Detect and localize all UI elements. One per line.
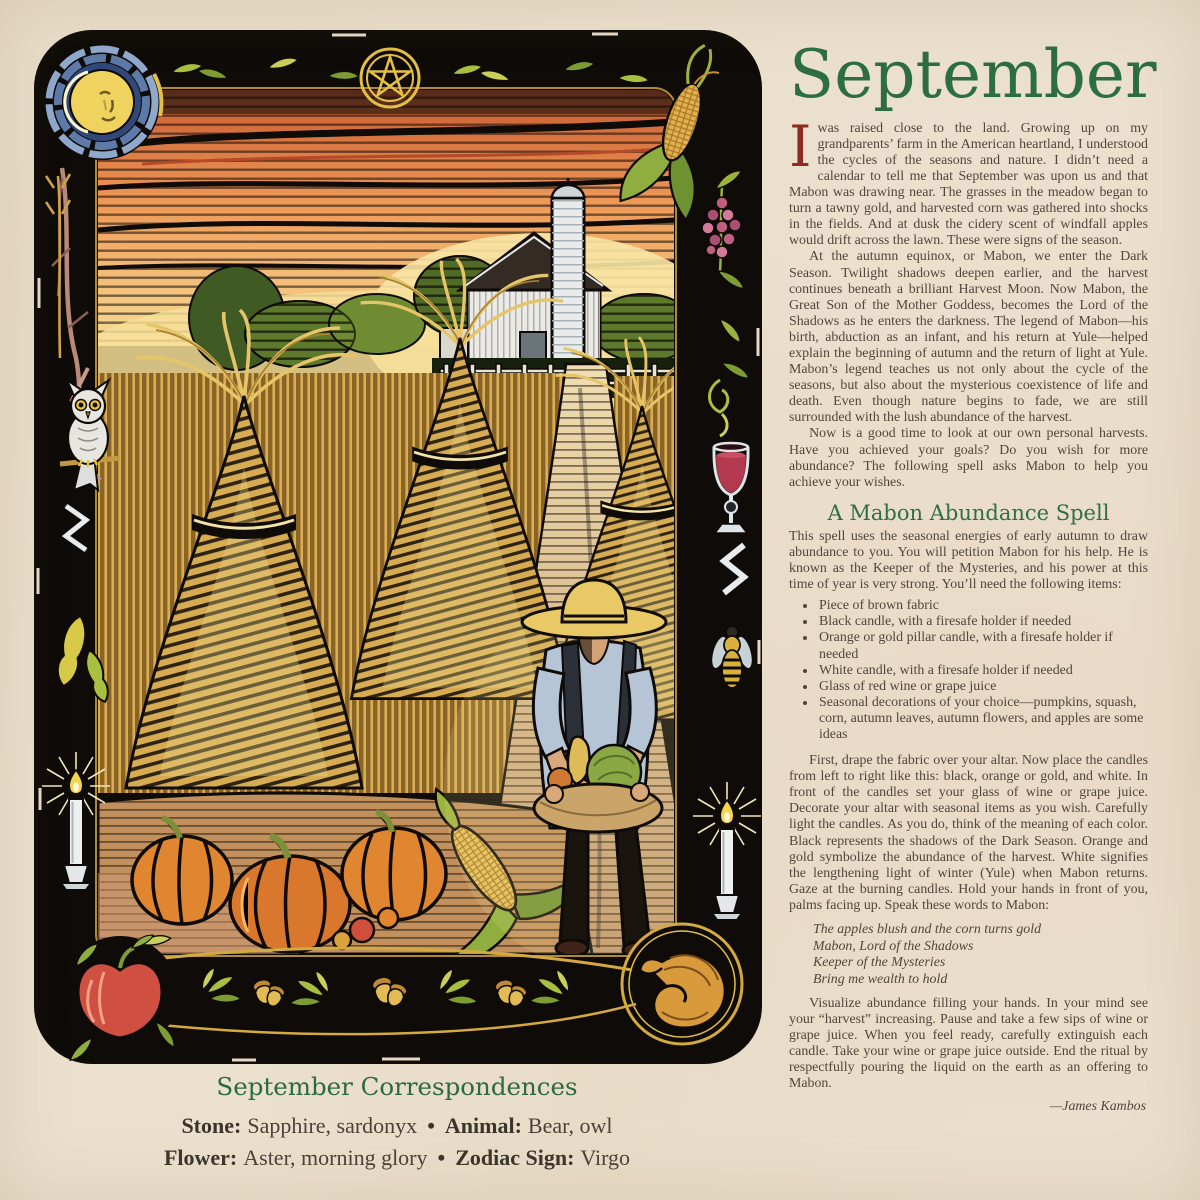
flower-value: Aster, morning glory xyxy=(243,1145,428,1170)
dropcap: I xyxy=(789,113,812,180)
cornucopia-icon xyxy=(622,924,742,1044)
silo xyxy=(552,178,584,362)
month-title: September xyxy=(789,36,1157,113)
correspondences-title: September Correspondences xyxy=(216,1072,578,1101)
list-item: • Seasonal decorations of your choice—pumpkins, squash, corn, autumn leaves, autumn flowers, and apples are some ideas xyxy=(817,695,1148,743)
correspondences-row-1 xyxy=(30,1110,764,1142)
list-item: • Piece of brown fabric xyxy=(817,598,1148,614)
verse-line: Keeper of the Mysteries xyxy=(813,955,946,970)
correspondences xyxy=(30,1072,764,1174)
paragraph: Now is a good time to look at our own personal harvests. Have you achieved your goals? Do you wish for more abundance? The following spell asks Mabon to help you achieve your wishes. xyxy=(789,426,1148,490)
intro-paragraph xyxy=(789,113,1148,250)
verse-line: Bring me wealth to hold xyxy=(813,971,948,987)
scene xyxy=(82,90,744,980)
separator-dot: • xyxy=(437,1145,446,1170)
spell-verse xyxy=(813,922,1148,988)
flower-label: Flower: xyxy=(163,1145,238,1170)
animal-label: Animal: xyxy=(444,1113,522,1138)
separator-dot: • xyxy=(427,1113,435,1138)
author-attribution: —James Kambos xyxy=(1049,1098,1146,1114)
stone-value: Sapphire, sardonyx xyxy=(247,1113,418,1138)
verse-line: Mabon, Lord of the Shadows xyxy=(813,938,974,954)
list-item: • Glass of red wine or grape juice xyxy=(817,679,1148,695)
list-item: • White candle, with a firesafe holder if needed xyxy=(817,663,1148,679)
illustration-panel xyxy=(32,28,764,1066)
paragraph-text: was raised close to the land. Growing up on my grandparents’ farm in the American heartland, I understood the cycles of the seasons and nature. I didn’t need a calendar to tell me that September was upon us and that Mabon was drawing near. The grasses in the meadow began to turn a tawny gold, and harvested corn was gathered into shocks in the fields. And at dusk the cidery scent of windfall apples would drift across the lawn. These were signs of the season. xyxy=(789,120,1148,249)
spell-closing: Visualize abundance filling your hands. In your mind see your “harvest” increasing. Pause and take a few sips of wine or grape juice. When you feel ready, carefully extinguish each candle. Take your wine or grape juice outside. End the ritual by respectfully pouring the liquid on the earth as an offering to Mabon. xyxy=(789,996,1148,1092)
paragraph: At the autumn equinox, or Mabon, we enter the Dark Season. Twilight shadows deepen earlier, and the harvest continues beneath a brilliant Harvest Moon. Now Mabon, the Great Son of the Mother Goddess, becomes the Lord of the Shadows as he enters the darkness. The legend of Mabon—his birth, abduction as an infant, and his return at Yule—helped explain the beginning of autumn and the return of light at Yule. Mabon’s legend teaches us not only about the cycle of the seasons, but also about the mysterious coexistence of life and death. Even though nature begins to fade, we are still surrounded with the lush abundance of the harvest. xyxy=(789,249,1148,426)
stone-label: Stone: xyxy=(181,1113,242,1138)
animal-value: Bear, owl xyxy=(527,1113,613,1138)
harvest-illustration xyxy=(32,28,764,1066)
article-column xyxy=(789,36,1157,1115)
zodiac-label: Zodiac Sign: xyxy=(455,1145,575,1170)
spell-instructions: First, drape the fabric over your altar. Now place the candles from left to right like this: black, orange or gold, and white. In front of the candles set your glass of wine or grape juice. Decorate your altar with seasonal items as you wish. Carefully light the candles. As you do, think of the meaning of each color. Black represents the shadows of the Dark Season. Orange and gold symbolize the abundance of the harvest. White signifies the lengthening light of winter (Yule) when Mabon returns. Gaze at the burning candles. Hold your hands in front of you, palms facing up. Speak these words to Mabon: xyxy=(789,753,1148,913)
spell-intro: This spell uses the seasonal energies of early autumn to draw abundance to you. You will petition Mabon for his help. He is known as the Keeper of the Mysteries, and his power at this time of year is very strong. You’ll need the following items: xyxy=(789,528,1148,593)
supplies-list xyxy=(789,598,1148,743)
list-item: • Black candle, with a firesafe holder if needed xyxy=(817,614,1148,630)
list-item: • Orange or gold pillar candle, with a firesafe holder if needed xyxy=(817,630,1148,662)
correspondences-row-2 xyxy=(30,1142,764,1174)
zodiac-value: Virgo xyxy=(580,1145,631,1170)
verse-line: The apples blush and the corn turns gold xyxy=(813,922,1042,937)
spell-heading: A Mabon Abundance Spell xyxy=(827,500,1110,525)
